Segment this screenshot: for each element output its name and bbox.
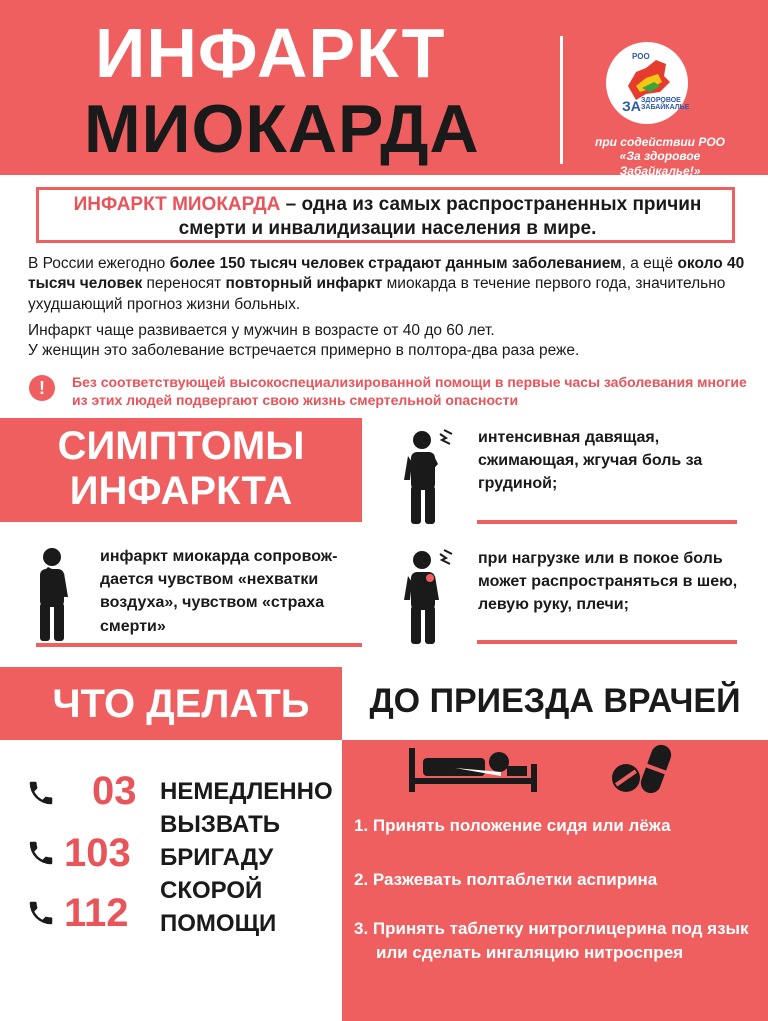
phone-icon [26, 778, 56, 808]
support-line2: «За здоровое Забайкалье!» [619, 149, 701, 178]
call-line: НЕМЕДЛЕННО [160, 778, 333, 805]
symptom-underline [36, 643, 362, 647]
page-title-line2: МИОКАРДА [84, 91, 480, 167]
symptom-breathlessness: инфаркт миокарда сопровож-дается чувством «нехватки воздуха», чувством «страха смерти» [100, 548, 338, 635]
before-doctors-title: ДО ПРИЕЗДА ВРАЧЕЙ [369, 682, 741, 720]
emergency-number-03: 03 [92, 769, 137, 813]
emergency-number-112: 112 [64, 891, 129, 935]
intro-statement [50, 193, 725, 241]
para1-bold-c: повторный инфаркт [225, 275, 383, 293]
radiating-pain-person-icon [400, 548, 460, 648]
emergency-number-103: 103 [64, 831, 131, 875]
call-line: ВЫЗВАТЬ [160, 810, 281, 838]
logo-roo-label: РОО [632, 52, 650, 61]
chest-pain-person-icon [400, 428, 460, 528]
para2-line2: У женщин это заболевание встречается примерно в полтора-два раза реже. [28, 342, 580, 360]
demographics-paragraph [28, 321, 748, 362]
para1-text-b: , а ещё [621, 255, 678, 272]
para2-line1: Инфаркт чаще развивается у мужчин в возрасте от 40 до 60 лет. [28, 322, 495, 339]
para1-bold-a: более 150 тысяч человек страдают данным заболеванием [169, 255, 622, 272]
warning-icon: ! [29, 375, 55, 401]
symptom-underline [477, 520, 737, 524]
para1-bold-b: около 40 тысяч человек [28, 255, 745, 293]
symptom-radiating-pain: при нагрузке или в покое боль может распространяться в шею, левую руку, плечи; [478, 550, 738, 614]
statistics-paragraph [28, 254, 748, 315]
phone-icon [26, 838, 56, 868]
lying-person-bed-icon [405, 744, 545, 796]
instruction-step-1: 1. Принять положение сидя или лёжа [354, 816, 671, 835]
call-line: ПОМОЩИ [160, 909, 277, 937]
phone-icon [26, 898, 56, 928]
warning-text: Без соответствующей высокоспециализированной помощи в первые часы заболевания многие из этих людей подвергают свою жизнь смертельной опасности [72, 374, 747, 408]
intro-rest: – одна из самых распространенных причин смерти и инвалидизации населения в мире. [178, 194, 702, 239]
symptoms-title [0, 424, 362, 514]
call-line: СКОРОЙ [160, 876, 263, 904]
instruction-step-2: 2. Разжевать полтаблетки аспирина [354, 870, 658, 889]
para1-text-a: В России ежегодно [28, 255, 170, 272]
logo-name-label: ЗДОРОВОЕ ЗАБАЙКАЛЬЕ [641, 97, 690, 112]
support-line1: при содействии РОО [594, 135, 725, 149]
para1-text-d: миокарда в течение первого года, значительно ухудшающий прогноз жизни больных. [28, 275, 726, 313]
symptoms-title-line1: СИМПТОМЫ [57, 424, 305, 468]
pills-icon [606, 742, 676, 796]
header-divider [560, 36, 563, 164]
instruction-step-3: 3. Принять таблетку нитроглицерина под язык или сделать ингаляцию нитроспрея [354, 919, 749, 962]
breathless-person-icon [30, 545, 80, 645]
page-title-line1: ИНФАРКТ [95, 14, 446, 92]
call-ambulance-text [160, 776, 340, 940]
call-line: БРИГАДУ [160, 843, 274, 871]
para1-text-c: переносят [142, 275, 226, 293]
support-caption [580, 135, 740, 178]
symptom-underline [477, 640, 737, 644]
logo-za-label: ЗА [622, 98, 641, 114]
symptom-chest-pain: интенсивная давящая, сжимающая, жгучая боль за грудиной; [478, 429, 703, 493]
what-to-do-title: ЧТО ДЕЛАТЬ [52, 682, 310, 726]
intro-highlight: ИНФАРКТ МИОКАРДА [73, 194, 281, 215]
symptoms-title-line2: ИНФАРКТА [69, 468, 293, 513]
